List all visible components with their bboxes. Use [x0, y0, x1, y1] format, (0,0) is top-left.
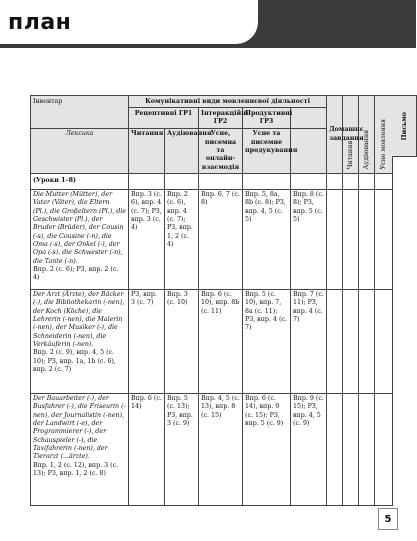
lexis-cell: Die Mutter (Mütter), der Vater (Väter), die Eltern (Pl.), die Großeltern (Pl.), die Geschwister (Pl.), der Bruder (Brüder), der Cousin (-s), die Cousine (-n), die Oma (-s), der Onkel (-), der Opa (-s), die Schwester (-n), die Tante (-n). Впр. 2 (с. 6); РЗ, впр. 2 (с. 4): [31, 189, 129, 289]
lesson-plan-table: [30, 95, 393, 506]
reading-header: Читання: [129, 128, 165, 173]
listening-vertical-header: Аудіювання: [359, 96, 375, 174]
reading-cell: Впр. 3 (с. 6), впр. 4 (с. 7); РЗ, впр. 3 (с. 4): [129, 189, 165, 289]
homework-cell: Впр. 7 (с. 11); РЗ, впр. 4 (с. 7): [291, 289, 327, 393]
gr1-header: Рецептивні ГР1: [129, 108, 199, 129]
oral-cell: Впр. 6 (с. 10), впр. 8b (с. 11): [199, 289, 243, 393]
activity-group-header: Комунікативні види мовленнєвої діяльності: [129, 96, 327, 108]
oral-cell: Впр. 6, 7 (с. 8): [199, 189, 243, 289]
reading-cell: Впр. 6 (с. 14): [129, 393, 165, 505]
homework-header: Домашнє завдання: [327, 96, 343, 174]
oral-prod-cell: Впр. 5 (с. 10), впр. 7, 8а (с. 11); РЗ, впр. 4 (с. 7): [243, 289, 291, 393]
page-title: план: [8, 10, 72, 35]
oral-prod-cell: Впр. 5, 8а, 8b (с. 8); РЗ, впр. 4, 5 (с. 5): [243, 189, 291, 289]
oral-production-header: Усне та писемне продукування: [243, 128, 291, 173]
table-row: [31, 289, 393, 393]
speaking-vertical-header: Усне мовлення: [375, 96, 393, 174]
listening-header: Аудіювання: [165, 128, 199, 173]
oral-prod-cell: Впр. 6 (с. 14), впр. 9 (с. 15); РЗ, впр. 5 (с. 9): [243, 393, 291, 505]
lexis-header: Лексика: [31, 128, 129, 173]
listening-cell: Впр. 3 (с. 10): [165, 289, 199, 393]
listening-cell: Впр. 2 (с. 6), впр. 4 (с. 7); РЗ, впр. 1, 2 (с. 4): [165, 189, 199, 289]
page-number: 5: [378, 508, 398, 530]
lexis-cell: Der Bauarbeiter (-), der Busfahrer (-), die Friseurin (-nen), der Journalistin (-nen), der Landwirt (-e), der Programmierer (-), der Schauspieler (-), die Taxifahrerin (-nen), der Tierarzt (...ärzte). Впр. 1, 2 (с. 12), впр. 3 (с. 13); РЗ, впр. 1, 2 (с. 8): [31, 393, 129, 505]
gr2-header: Інтеракційні ГР2: [199, 108, 243, 129]
inventory-header: Інвентар: [31, 96, 129, 129]
table-row: [31, 393, 393, 505]
table-row: [31, 189, 393, 289]
lessons-label: (Уроки 1–8): [31, 174, 129, 189]
writing-vertical-header: Письмо: [392, 95, 417, 157]
homework-cell: Впр. 9 (с. 15); РЗ, впр. 4, 5 (с. 9): [291, 393, 327, 505]
lessons-row: [31, 174, 393, 189]
listening-cell: Впр. 5 (с. 13); РЗ, впр. 3 (с. 9): [165, 393, 199, 505]
gr3-header: Продуктивні ГР3: [243, 108, 291, 129]
oral-cell: Впр. 4, 5 (с. 13), впр. 8 (с. 15): [199, 393, 243, 505]
reading-vertical-header: Читання: [343, 96, 359, 174]
reading-cell: РЗ, впр. 3 (с. 7): [129, 289, 165, 393]
oral-interaction-header: Усне, писемна та онлайн-взаємодія: [199, 128, 243, 173]
header-row-1: [31, 96, 393, 108]
lexis-cell: Der Arzt (Ärzte), der Bäcker (-), die Bibliothekarin (-nen), der Koch (Köche), die Lehrerin (-nen), die Malerin (-nen), der Musiker (-), die Schneiderin (-nen), die Verkäuferin (-nen). Впр. 2 (с. 9), впр. 4, 5 (с. 10); РЗ, впр. 1а, 1b (с. 6), впр. 2 (с. 7): [31, 289, 129, 393]
homework-cell: Впр. 8 (с. 8); РЗ, впр. 5 (с. 5): [291, 189, 327, 289]
